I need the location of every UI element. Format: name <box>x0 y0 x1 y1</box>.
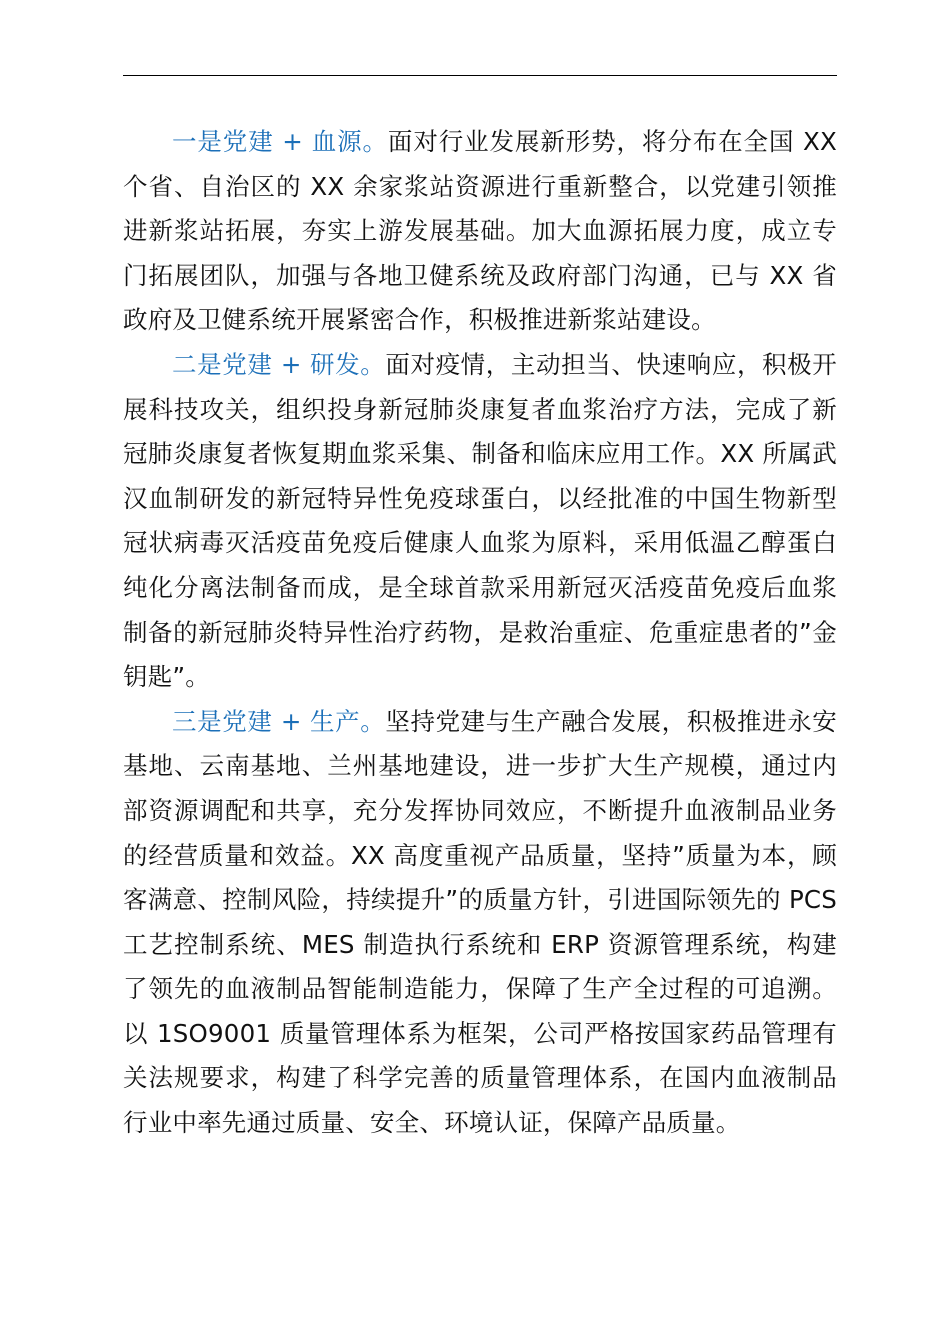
document-body <box>123 120 837 1146</box>
paragraph-text: 面对疫情，主动担当、快速响应，积极开展科技攻关，组织投身新冠肺炎康复者血浆治疗方法，完成了新冠肺炎康复者恢复期血浆采集、制备和临床应用工作。XX 所属武汉血制研发的新冠特异性免疫球蛋白，以经批准的中国生物新型冠状病毒灭活疫苗免疫后健康人血浆为原料，采用低温乙醇蛋白纯化分离法制备而成，是全球首款采用新冠灭活疫苗免疫后血浆制备的新冠肺炎特异性治疗药物，是救治重症、危重症患者的”金钥匙”。 <box>123 349 837 692</box>
paragraph-text: 面对行业发展新形势，将分布在全国 XX 个省、自治区的 XX 余家浆站资源进行重新整合，以党建引领推进新浆站拓展，夯实上游发展基础。加大血源拓展力度，成立专门拓展团队，加强与各地卫健系统及政府部门沟通，已与 XX 省政府及卫健系统开展紧密合作，积极推进新浆站建设。 <box>123 127 837 335</box>
paragraph-production <box>123 700 837 1146</box>
paragraph-research <box>123 343 837 700</box>
header-rule <box>123 75 837 76</box>
paragraph-blood-source <box>123 120 837 343</box>
paragraph-lead: 一是党建 + 血源。 <box>172 127 388 156</box>
paragraph-lead: 三是党建 + 生产。 <box>172 706 386 736</box>
paragraph-text: 坚持党建与生产融合发展，积极推进永安基地、云南基地、兰州基地建设，进一步扩大生产规模，通过内部资源调配和共享，充分发挥协同效应，不断提升血液制品业务的经营质量和效益。XX 高度重视产品质量，坚持”质量为本，顾客满意、控制风险，持续提升”的质量方针，引进国际领先的 PCS 工艺控制系统、MES 制造执行系统和 ERP 资源管理系统，构建了领先的血液制品智能制造能力，保障了生产全过程的可追溯。以 1SO9001 质量管理体系为框架，公司严格按国家药品管理有关法规要求，构建了科学完善的质量管理体系，在国内血液制品行业中率先通过质量、安全、环境认证，保障产品质量。 <box>123 706 837 1138</box>
paragraph-lead: 二是党建 + 研发。 <box>172 349 386 379</box>
